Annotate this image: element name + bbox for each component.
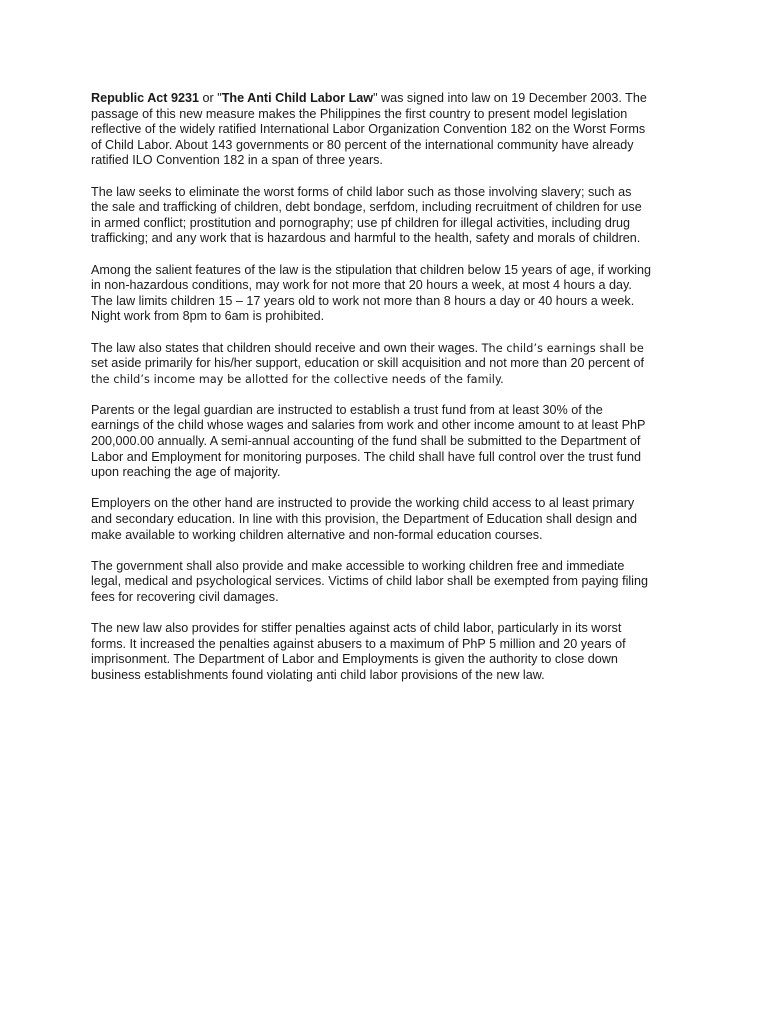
paragraph-line: of Child Labor. About 143 governments or 80 percent of the international community have already xyxy=(91,137,634,152)
paragraph-line: business establishments found violating anti child labor provisions of the new law. xyxy=(91,667,545,682)
paragraph-education xyxy=(91,496,687,543)
paragraph-line: passage of this new measure makes the Philippines the first country to present model legislation xyxy=(91,106,628,121)
paragraph-line: in armed conflict; prostitution and pornography; use pf children for illegal activities, including drug xyxy=(91,215,631,230)
paragraph-line: The government shall also provide and make accessible to working children free and immediate xyxy=(91,558,625,573)
paragraph-line: Employers on the other hand are instructed to provide the working child access to al least primary xyxy=(91,496,635,511)
paragraph-line: the child’s income may be allotted for the collective needs of the family. xyxy=(91,372,504,386)
paragraph-line: fees for recovering civil damages. xyxy=(91,590,279,604)
paragraph-line: in non-hazardous conditions, may work for not more that 20 hours a week, at most 4 hours a day. xyxy=(91,278,632,293)
paragraph-line: earnings of the child whose wages and salaries from work and other income amount to at least PhP xyxy=(91,418,646,433)
paragraph-line: The new law also provides for stiffer penalties against acts of child labor, particularly in its worst xyxy=(91,621,622,636)
paragraph-line: legal, medical and psychological services. Victims of child labor shall be exempted from paying filing xyxy=(91,574,648,589)
paragraph-line: set aside primarily for his/her support, education or skill acquisition and not more than 20 percent of xyxy=(91,356,645,371)
paragraph-worst-forms xyxy=(91,185,687,247)
paragraph-intro xyxy=(91,91,687,169)
law-name: The Anti Child Labor Law xyxy=(221,91,374,105)
paragraph-penalties xyxy=(91,621,687,683)
paragraph-wages xyxy=(91,341,687,388)
document-body xyxy=(91,91,687,699)
paragraph-line: trafficking; and any work that is hazardous and harmful to the health, safety and morals of children. xyxy=(91,231,641,246)
paragraph-line: Labor and Employment for monitoring purposes. The child shall have full control over the trust fund xyxy=(91,449,641,464)
paragraph-line: reflective of the widely ratified International Labor Organization Convention 182 on the Worst Forms xyxy=(91,122,646,137)
paragraph-line: forms. It increased the penalties against abusers to a maximum of PhP 5 million and 20 years of xyxy=(91,636,626,651)
paragraph-line: Parents or the legal guardian are instructed to establish a trust fund from at least 30% of the xyxy=(91,402,603,417)
paragraph-line: Night work from 8pm to 6am is prohibited. xyxy=(91,309,325,324)
paragraph-line: Among the salient features of the law is the stipulation that children below 15 years of age, if working xyxy=(91,262,652,277)
paragraph-line: ratified ILO Convention 182 in a span of three years. xyxy=(91,153,383,168)
paragraph-line: upon reaching the age of majority. xyxy=(91,465,281,480)
paragraph-line: The law also states that children should receive and own their wages. The child’s earnings shall be xyxy=(91,340,644,355)
paragraph-services xyxy=(91,559,687,606)
paragraph-line: Republic Act 9231 or "The Anti Child Labor Law" was signed into law on 19 December 2003. The xyxy=(91,91,647,105)
paragraph-line: The law limits children 15 – 17 years old to work not more than 8 hours a day or 40 hours a week. xyxy=(91,293,635,308)
republic-act-number: Republic Act 9231 xyxy=(91,91,200,105)
paragraph-line: and secondary education. In line with this provision, the Department of Education shall design and xyxy=(91,512,638,527)
paragraph-line: the sale and trafficking of children, debt bondage, serfdom, including recruitment of children for use xyxy=(91,200,642,215)
paragraph-trust-fund xyxy=(91,403,687,481)
paragraph-line: 200,000.00 annually. A semi-annual accounting of the fund shall be submitted to the Department of xyxy=(91,434,641,449)
paragraph-line: imprisonment. The Department of Labor and Employments is given the authority to close down xyxy=(91,652,618,667)
paragraph-line: The law seeks to eliminate the worst forms of child labor such as those involving slavery; such as xyxy=(91,184,632,199)
paragraph-salient-features xyxy=(91,263,687,325)
paragraph-line: make available to working children alternative and non-formal education courses. xyxy=(91,527,543,542)
